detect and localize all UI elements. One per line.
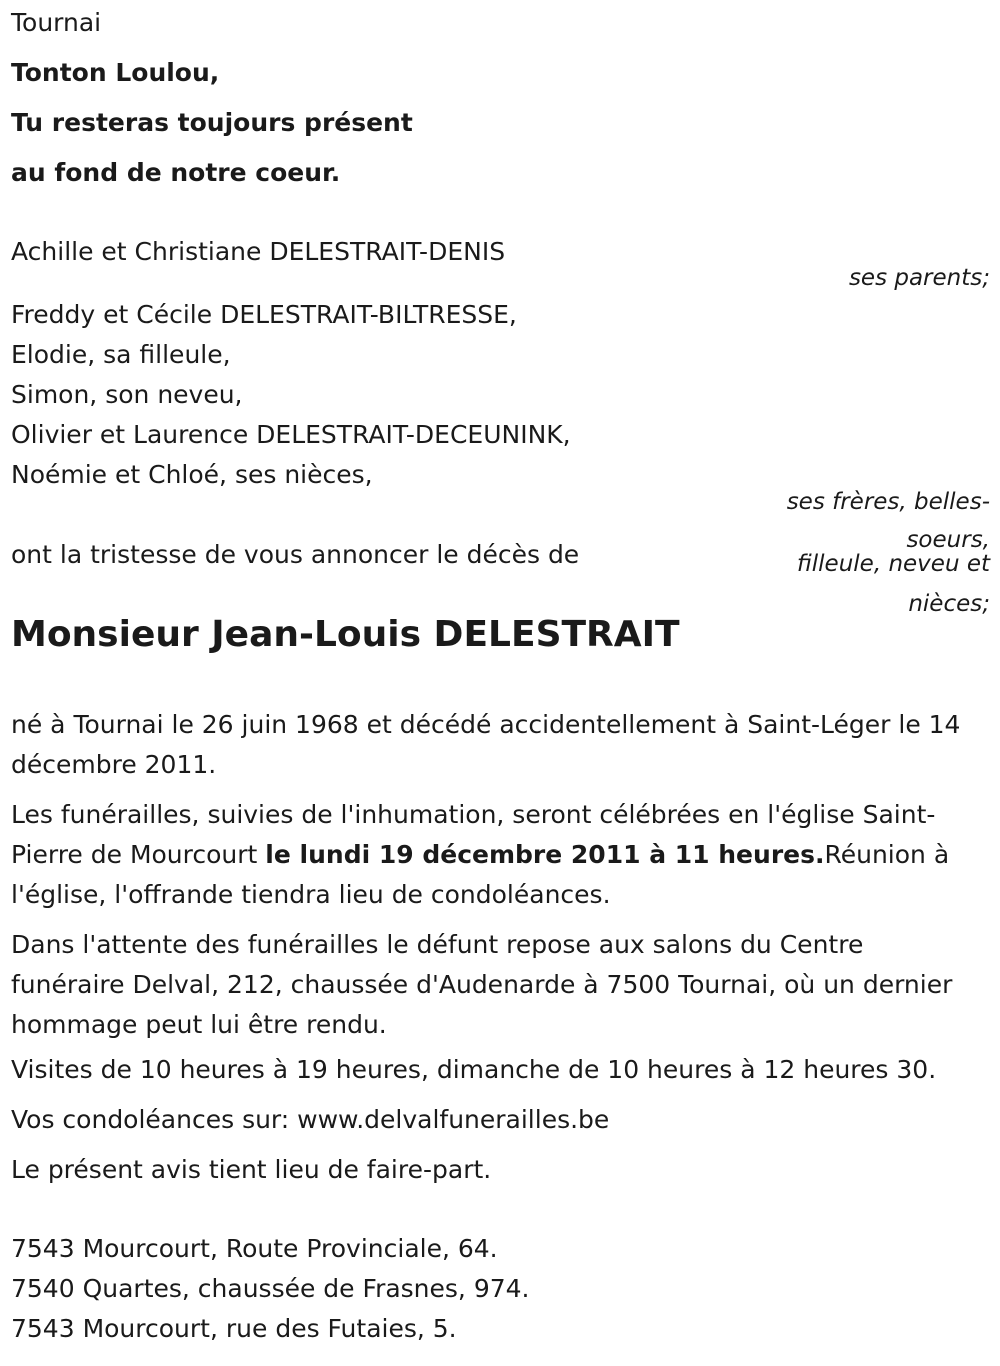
siblings-role-line-1: ses frères, belles- bbox=[786, 489, 990, 515]
dedication-line-1: Tonton Loulou, bbox=[11, 58, 220, 87]
funeral-date: le lundi 19 décembre 2011 à 11 heures. bbox=[265, 840, 825, 869]
condolences-website: Vos condoléances sur: www.delvalfunerailles.be bbox=[11, 1105, 610, 1134]
dedication-line-3: au fond de notre coeur. bbox=[11, 158, 341, 187]
parents-role: ses parents; bbox=[848, 265, 990, 291]
sibling-line: Simon, son neveu, bbox=[11, 380, 243, 409]
sibling-line: Elodie, sa filleule, bbox=[11, 340, 231, 369]
funeral-text-end: Réunion à l'église, l'offrande tiendra lieu de condoléances. bbox=[11, 840, 950, 909]
parents-names: Achille et Christiane DELESTRAIT-DENIS bbox=[11, 237, 506, 266]
address-line: 7540 Quartes, chaussée de Frasnes, 974. bbox=[11, 1274, 530, 1303]
resting-place-paragraph: Dans l'attente des funérailles le défunt repose aux salons du Centre funéraire Delval, 212, chaussée d'Audenarde à 7500 Tournai, où un dernier hommage peut lui être rendu. bbox=[11, 930, 953, 1039]
sibling-line: Noémie et Chloé, ses nièces, bbox=[11, 460, 373, 489]
siblings-role-line-2: soeurs, bbox=[906, 527, 990, 553]
visiting-hours: Visites de 10 heures à 19 heures, dimanche de 10 heures à 12 heures 30. bbox=[11, 1055, 937, 1084]
sibling-line: Freddy et Cécile DELESTRAIT-BILTRESSE, bbox=[11, 300, 517, 329]
siblings-role-line-3: filleule, neveu et bbox=[796, 551, 990, 577]
siblings-role-line-4: nièces; bbox=[908, 591, 990, 617]
funeral-paragraph bbox=[11, 795, 978, 915]
announcement-text: ont la tristesse de vous annoncer le décès de bbox=[11, 540, 580, 569]
address-line: 7543 Mourcourt, Route Provinciale, 64. bbox=[11, 1234, 498, 1263]
dedication-line-2: Tu resteras toujours présent bbox=[11, 108, 413, 137]
funeral-text-start: Les funérailles, suivies de l'inhumation, seront célébrées en l'église Saint-Pierre de Mourcourt bbox=[11, 800, 936, 869]
notice-text: Le présent avis tient lieu de faire-part. bbox=[11, 1155, 492, 1184]
birth-death-paragraph: né à Tournai le 26 juin 1968 et décédé accidentellement à Saint-Léger le 14 décembre 2011. bbox=[11, 710, 961, 779]
city-heading: Tournai bbox=[11, 8, 102, 37]
sibling-line: Olivier et Laurence DELESTRAIT-DECEUNINK, bbox=[11, 420, 571, 449]
deceased-name: Monsieur Jean-Louis DELESTRAIT bbox=[11, 614, 680, 655]
address-line: 7543 Mourcourt, rue des Futaies, 5. bbox=[11, 1314, 457, 1343]
